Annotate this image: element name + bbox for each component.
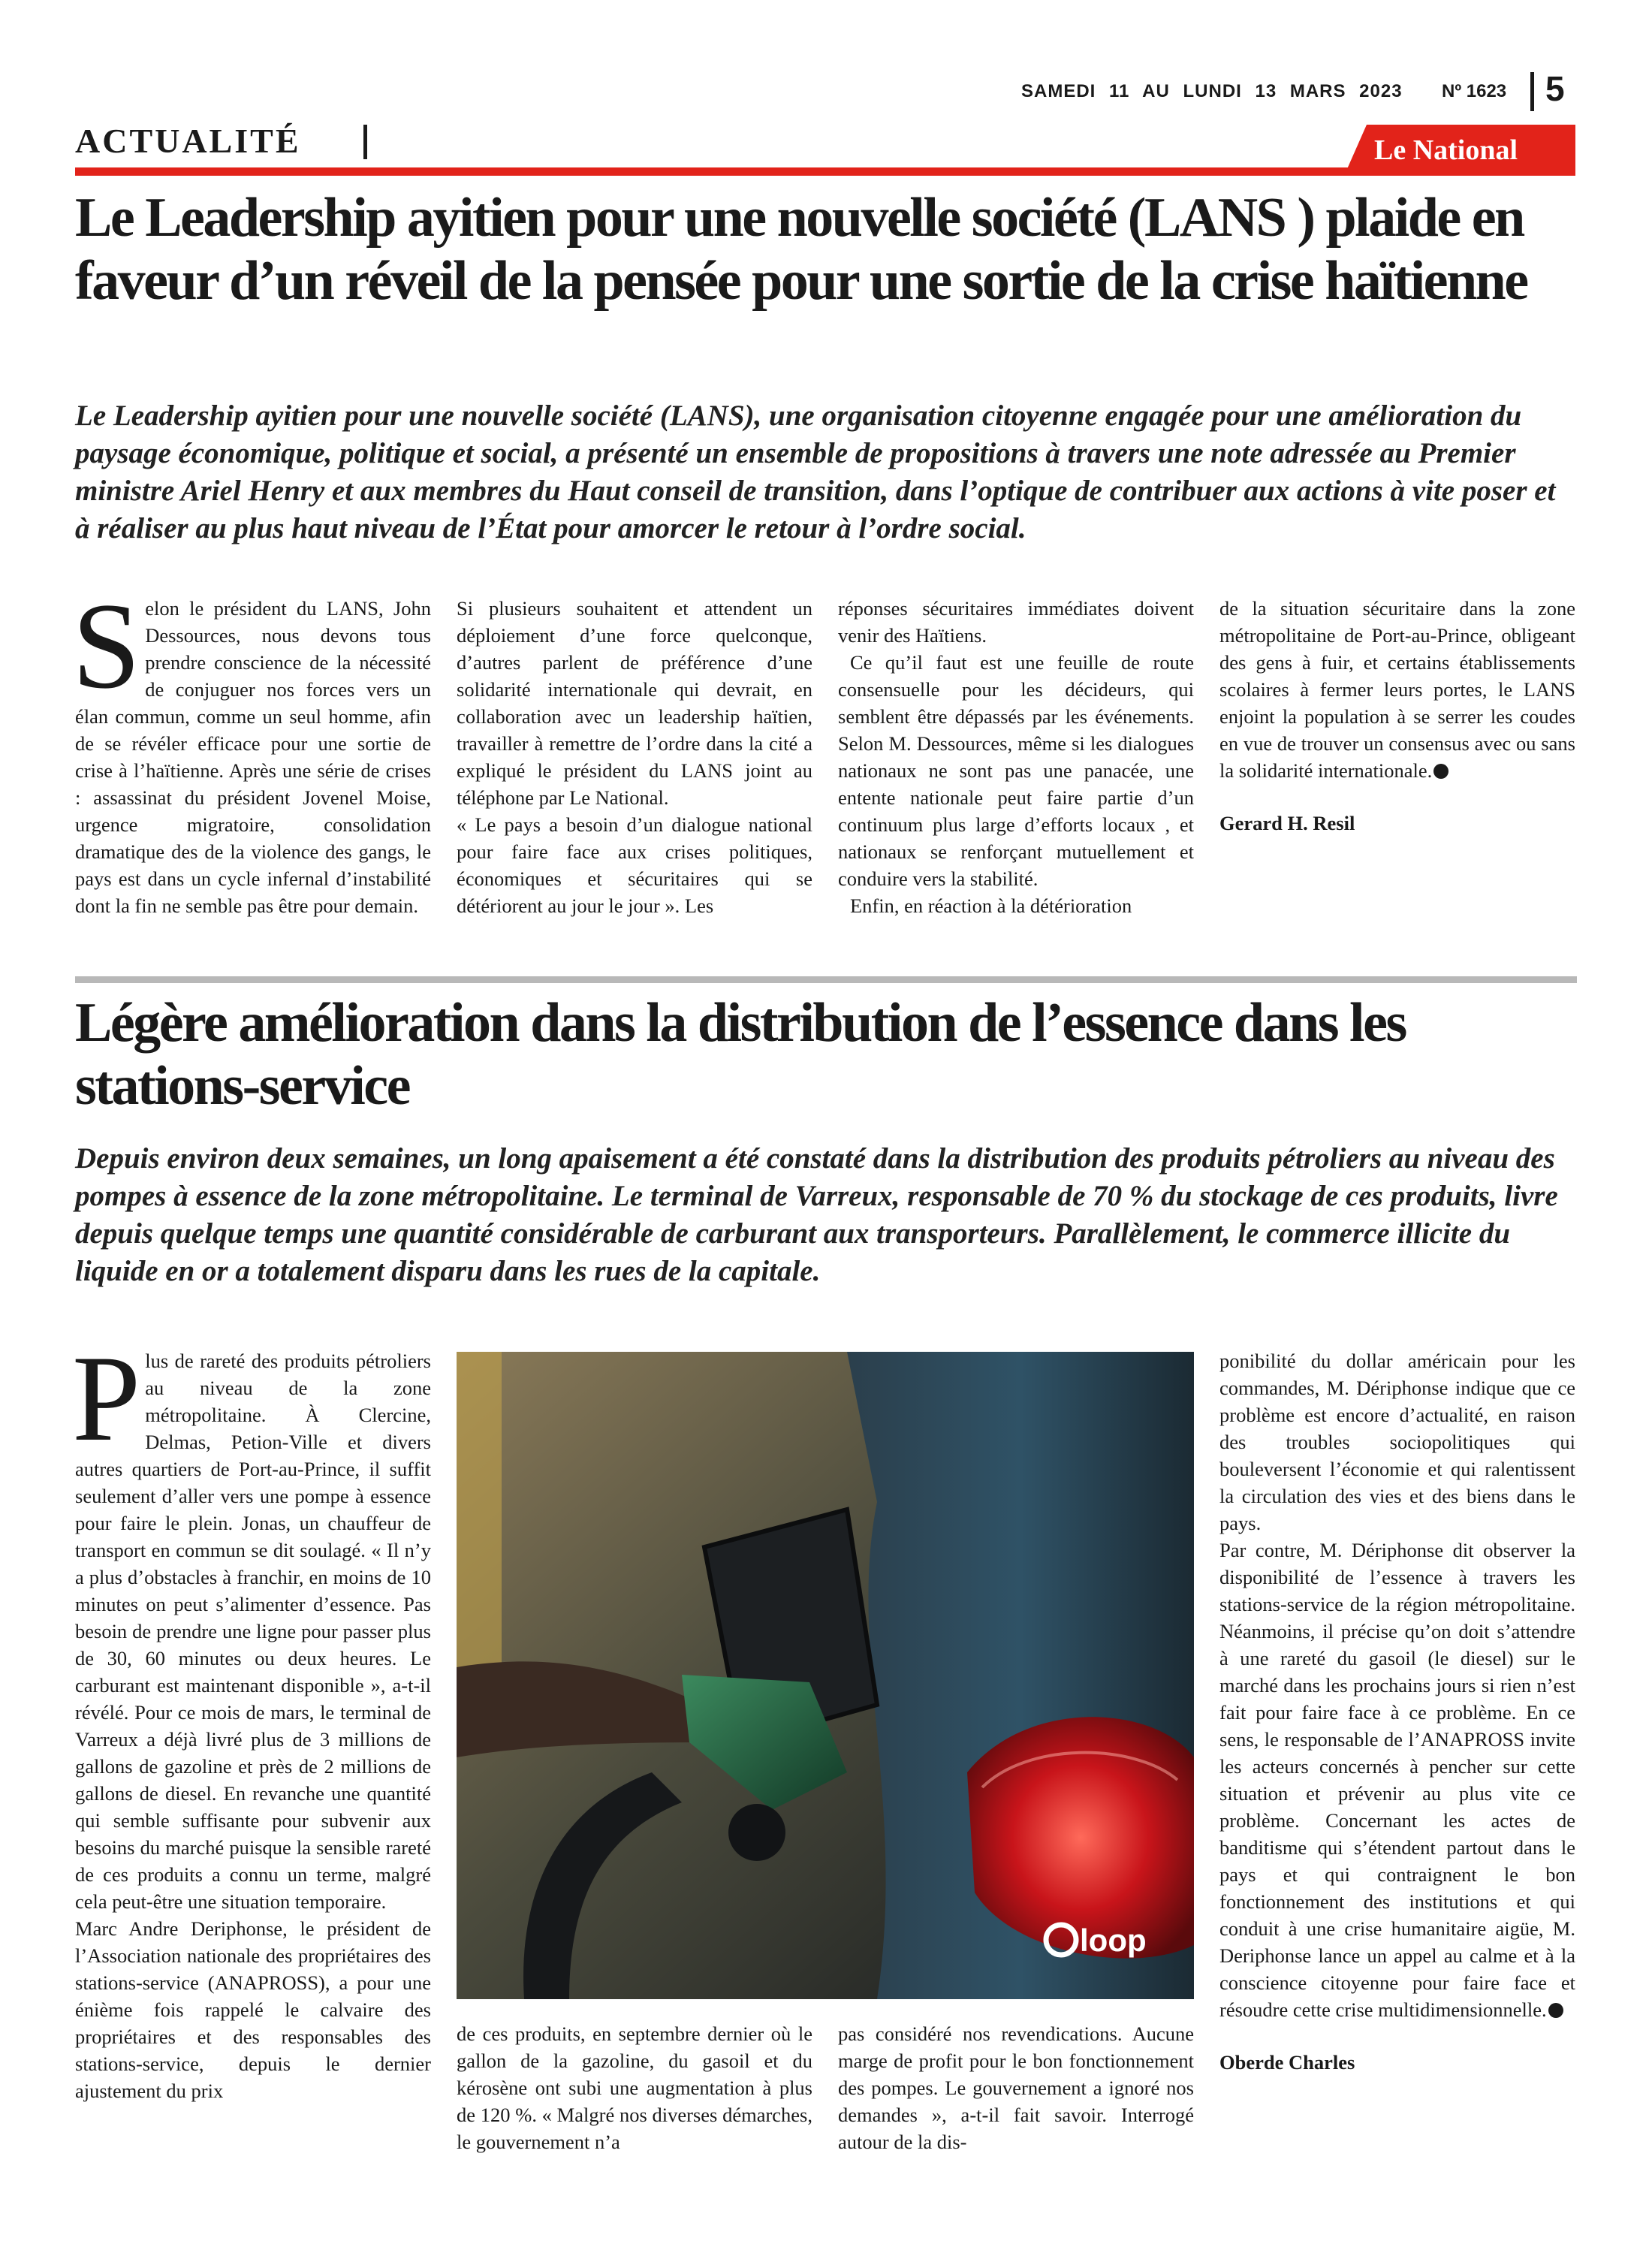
- article2-col4-p2: Par contre, M. Dériphonse dit observer la disponibilité de l’essence à travers les stations-service de la région métropolitaine. Néanmoins, il précise qu’on doit s’attendre à une rareté du gasoil (le diesel) sur le marché dans les prochains jours si rien n’est fait pour faire face à ce problème. En ce sens, le responsable de l’ANAPROSS invite les acteurs concernés à pencher sur cette situation et prévenir au plus vite ce problème. Concernant les actes de banditisme qui s’étendent partout dans le pays et qui contraignent le bon fonctionnement des institutions et qui conduit à une crise humanitaire aigüe, M. Deriphonse lance un appel au calme et à la conscience citoyenne pour faire face et résoudre cette crise multidimensionnelle.: [1219, 1539, 1575, 2021]
- end-mark-icon: [1548, 2003, 1563, 2018]
- article1-col2-p2: « Le pays a besoin d’un dialogue national pour faire face aux crises politiques, économiques et sécuritaires qui se détériorent au jour le jour ». Les: [457, 813, 812, 917]
- article1-col1-text: elon le président du LANS, John Dessources, nous devons tous prendre conscience de la nécessité de conjuguer nos forces vers un élan commun, comme un seul homme, afin de se révéler efficace pour une sortie de crise à l’haïtienne. Après une série de crises : assassinat du président Jovenel Moise, urgence migratoire, consolidation dramatique des de la violence des gangs, le pays est dans un cycle infernal d’instabilité dont la fin ne semble pas être pour demain.: [75, 597, 431, 917]
- article1-column-3: [838, 595, 1194, 919]
- article2-headline: Légère amélioration dans la distribution de l’essence dans les stations-service: [75, 992, 1406, 1117]
- article1-dek: Le Leadership ayitien pour une nouvelle société (LANS), une organisation citoyenne engagée pour une amélioration du paysage économique, politique et social, a présenté un ensemble de propositions à travers une note adressée au Premier ministre Ariel Henry et aux membres du Haut conseil de transition, dans l’optique de contribuer aux actions à vite poser et à réaliser au plus haut niveau de l’État pour amorcer le retour à l’ordre social.: [75, 400, 1556, 544]
- article1-col3-p1: réponses sécuritaires immédiates doivent venir des Haïtiens.: [838, 597, 1194, 647]
- article2-dek: Depuis environ deux semaines, un long apaisement a été constaté dans la distribution des produits pétroliers au niveau des pompes à essence de la zone métropolitaine. Le terminal de Varreux, responsable de 70 % du stockage de ces produits, livre depuis quelque temps une quantité considérable de carburant aux transporteurs. Parallèlement, le commerce illicite du liquide en or a totalement disparu dans les rues de la capitale.: [75, 1142, 1558, 1287]
- end-mark-icon: [1433, 764, 1449, 779]
- article1-column-2: [457, 595, 812, 919]
- article1-col2-p1: Si plusieurs souhaitent et attendent un déploiement d’une force quelconque, d’autres parlent de préférence d’une solidarité internationale qui devrait, en collaboration avec un leadership haïtien, travailler à remettre de l’ordre dans la cité a expliqué le président du LANS joint au téléphone par Le National.: [457, 597, 812, 809]
- article1-column-1: [72, 578, 431, 919]
- article2-col1-p2: Marc Andre Deriphonse, le président de l’Association nationale des propriétaires des stations-service (ANAPROSS), a pour une énième fois rappelé le calvaire des propriétaires et des responsables des stations-service, depuis le dernier ajustement du prix: [75, 1917, 431, 2102]
- article2-column-4: [1219, 1347, 1575, 2076]
- article2-column-2: [457, 2020, 812, 2155]
- article2-column-1: [72, 1331, 431, 2104]
- article2-dropcap: P: [72, 1331, 141, 1467]
- article2-col1-p1: lus de rareté des produits pétroliers au niveau de la zone métropolitaine. À Clercine, Delmas, Petion-Ville et divers autres quartiers de Port-au-Prince, il suffit seulement d’aller vers une pompe à essence pour faire le plein. Jonas, un chauffeur de transport en commun se dit soulagé. « Il n’y a plus d’obstacles à franchir, en moins de 10 minutes on peut s’alimenter d’essence. Pas besoin de prendre une ligne pour passer plus de 30, 60 minutes ou deux heures. Le carburant est maintenant disponible », a-t-il révélé. Pour ce mois de mars, le terminal de Varreux a déjà livré plus de 3 millions de gallons de gazoline et près de 2 millions de gallons de diesel. En revanche une quantité qui semble suffisante pour subvenir aux besoins du marché puisque la sensible rareté de ces produits a connu un terme, malgré cela peut-être une situation temporaire.: [75, 1350, 431, 1913]
- article1-dropcap: S: [72, 578, 141, 714]
- article2-col4-p1: ponibilité du dollar américain pour les commandes, M. Dériphonse indique que ce problème est encore d’actualité, en raison des troubles sociopolitiques qui bouleversent l’économie et qui ralentissent la circulation des vies et des biens dans le pays.: [1219, 1350, 1575, 1534]
- article1-col4-text: de la situation sécuritaire dans la zone métropolitaine de Port-au-Prince, obligeant des gens à fuir, et certains établissements scolaires à fermer leurs portes, le LANS enjoint la population à se serrer les coudes en vue de trouver un consensus avec ou sans la solidarité internationale.: [1219, 597, 1575, 782]
- page-number: 5: [1545, 69, 1565, 108]
- article-separator: [75, 976, 1577, 983]
- brand-name: Le National: [1374, 134, 1518, 166]
- article2-col3-text: pas considéré nos revendications. Aucune marge de profit pour le bon fonctionnement des pompes. Le gouvernement a ignoré nos demandes », a-t-il fait savoir. Interrogé autour de la dis-: [838, 2022, 1194, 2153]
- article2-byline: Oberde Charles: [1219, 2051, 1355, 2074]
- article2-column-3: [838, 2020, 1194, 2155]
- dateline: SAMEDI 11 AU LUNDI 13 MARS 2023: [1021, 81, 1403, 101]
- page-number-divider: [1530, 72, 1534, 111]
- section-label: ACTUALITÉ: [75, 122, 301, 160]
- article2-col2-text: de ces produits, en septembre dernier où le gallon de la gazoline, du gasoil et du kérosène ont subi une augmentation à plus de 120 %. « Malgré nos diverses démarches, le gouvernement n’a: [457, 2022, 812, 2153]
- section-divider: [363, 125, 367, 159]
- article1-col3-p3: Enfin, en réaction à la détérioration: [850, 894, 1132, 917]
- fuel-pump-photo: [457, 1352, 1194, 1999]
- article1-byline: Gerard H. Resil: [1219, 812, 1355, 834]
- article1-column-4: [1219, 595, 1575, 837]
- photo-watermark: loop: [1080, 1923, 1147, 1958]
- article1-col3-p2: Ce qu’il faut est une feuille de route consensuelle pour les décideurs, qui semblent être dépassés par les événements. Selon M. Dessources, même si les dialogues nationaux ne sont pas une panacée, une entente nationale peut faire partie d’un continuum plus large d’efforts locaux , et nationaux se renforçant mutuellement et conduire vers la stabilité.: [838, 651, 1194, 890]
- article1-headline: Le Leadership ayitien pour une nouvelle société (LANS ) plaide en faveur d’un réveil de la pensée pour une sortie de la crise haïtienne: [75, 187, 1527, 312]
- issue-number: Nº 1623: [1442, 81, 1507, 101]
